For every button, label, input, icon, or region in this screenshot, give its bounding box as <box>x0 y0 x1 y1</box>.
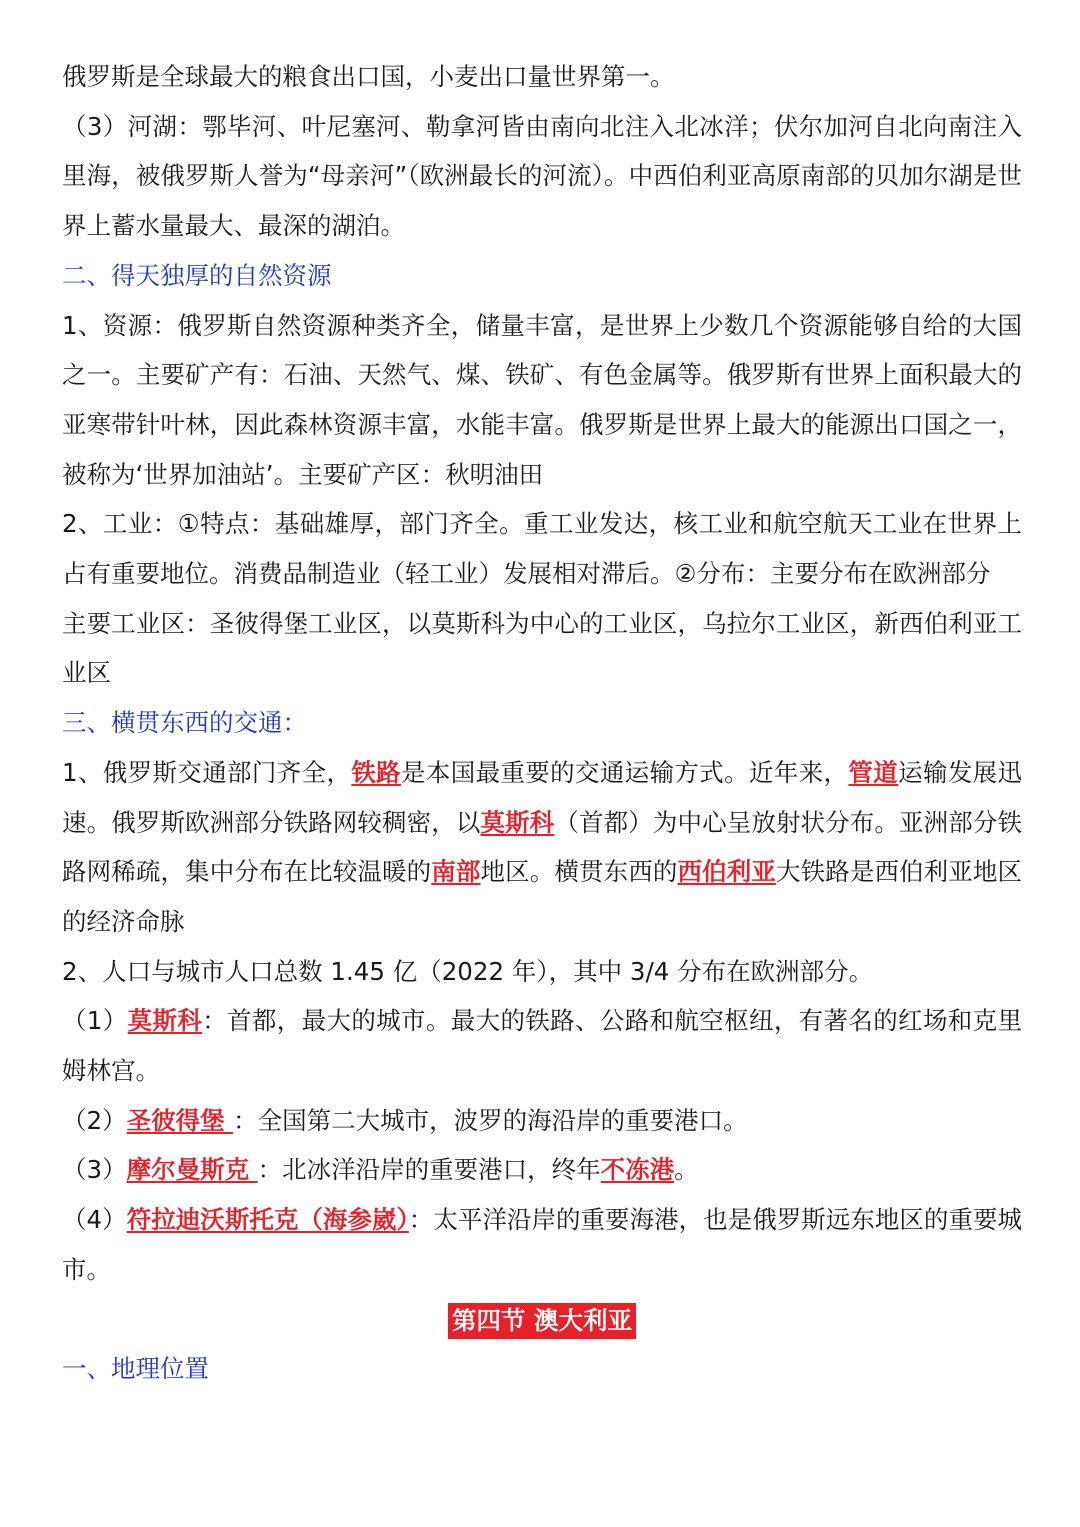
section-title <box>448 1303 636 1339</box>
section-title-row <box>62 1295 1022 1345</box>
text-run: （3）河湖：鄂毕河、叶尼塞河、勒拿河皆由南向北注入北冰洋；伏尔加河自北向南注入里海，被俄罗斯人誉为“母亲河”（欧洲最长的河流）。中西伯利亚高原南部的贝加尔湖是世界上蓄水量最大、最深的湖泊。 <box>62 111 1022 241</box>
section-title-text: 第四节 澳大利亚 <box>451 1305 633 1335</box>
highlighted-term: 莫斯科 <box>480 807 555 837</box>
document-body <box>62 52 1022 1394</box>
heading-text: 一、地理位置 <box>62 1354 209 1384</box>
paragraph <box>62 996 1022 1095</box>
highlighted-term: 管道 <box>848 757 899 787</box>
text-run: （4） <box>62 1205 127 1235</box>
text-run: 运输发展迅速。俄罗斯欧洲部分铁路网较稠密，以 <box>62 757 1023 837</box>
text-run: 大铁路是西伯利亚地区的经济命脉 <box>62 857 1023 936</box>
section-heading <box>62 251 1022 301</box>
text-run: 主要工业区：圣彼得堡工业区，以莫斯科为中心的工业区，乌拉尔工业区，新西伯利亚工业区 <box>62 608 1022 688</box>
text-run: 1、俄罗斯交通部门齐全， <box>62 757 352 787</box>
text-run: 2、工业：①特点：基础雄厚，部门齐全。重工业发达，核工业和航空航天工业在世界上占有重要地位。消费品制造业（轻工业）发展相对滞后。②分布：主要分布在欧洲部分 <box>62 509 1022 589</box>
highlighted-term: 圣彼得堡 <box>126 1105 234 1135</box>
text-run: ：全国第二大城市，波罗的海沿岸的重要港口。 <box>233 1105 748 1135</box>
text-run: ：北冰洋沿岸的重要港口，终年 <box>257 1155 601 1185</box>
text-run: 。 <box>674 1155 699 1185</box>
heading-text: 二、得天独厚的自然资源 <box>62 260 332 290</box>
paragraph <box>62 1096 1022 1146</box>
paragraph <box>62 599 1022 698</box>
text-run: ：太平洋沿岸的重要海港，也是俄罗斯远东地区的重要城市。 <box>62 1205 1023 1284</box>
highlighted-term: 摩尔曼斯克 <box>126 1155 258 1185</box>
paragraph <box>62 301 1022 500</box>
paragraph <box>62 748 1022 947</box>
text-run: 是本国最重要的交通运输方式。近年来， <box>401 757 849 787</box>
text-run: 2、人口与城市人口总数 1.45 亿（2022 年），其中 3/4 分布在欧洲部分。 <box>62 956 874 986</box>
paragraph <box>62 947 1022 997</box>
text-run: （2） <box>62 1105 127 1135</box>
text-run: （首都）为中心呈放射状分布。亚洲部分铁路网稀疏，集中分布在比较温暖的 <box>62 807 1023 887</box>
section-heading <box>62 1344 1022 1394</box>
paragraph <box>62 102 1022 251</box>
text-run: （3） <box>62 1155 127 1185</box>
paragraph <box>62 1145 1022 1195</box>
highlighted-term: 不冻港 <box>600 1155 675 1185</box>
text-run: （1） <box>62 1006 128 1036</box>
highlighted-term: 莫斯科 <box>127 1006 203 1036</box>
highlighted-term: 铁路 <box>351 757 402 787</box>
text-run: 俄罗斯是全球最大的粮食出口国，小麦出口量世界第一。 <box>62 62 675 91</box>
highlighted-term: 符拉迪沃斯托克（海参崴） <box>126 1205 409 1235</box>
text-run: 地区。横贯东西的 <box>480 857 678 887</box>
paragraph <box>62 52 1022 102</box>
paragraph <box>62 1195 1022 1294</box>
paragraph <box>62 499 1022 598</box>
highlighted-term: 南部 <box>431 857 481 887</box>
highlighted-term: 西伯利亚 <box>677 857 776 887</box>
text-run: 1、资源：俄罗斯自然资源种类齐全，储量丰富，是世界上少数几个资源能够自给的大国之一。主要矿产有：石油、天然气、煤、铁矿、有色金属等。俄罗斯有世界上面积最大的亚寒带针叶林，因此森林资源丰富，水能丰富。俄罗斯是世界上最大的能源出口国之一，被称为‘世界加油站’。主要矿产区：秋明油田 <box>62 310 1022 489</box>
text-run: ：首都，最大的城市。最大的铁路、公路和航空枢纽，有著名的红场和克里姆林宫。 <box>62 1006 1023 1086</box>
section-heading <box>62 698 1022 748</box>
heading-text: 三、横贯东西的交通： <box>62 708 307 738</box>
